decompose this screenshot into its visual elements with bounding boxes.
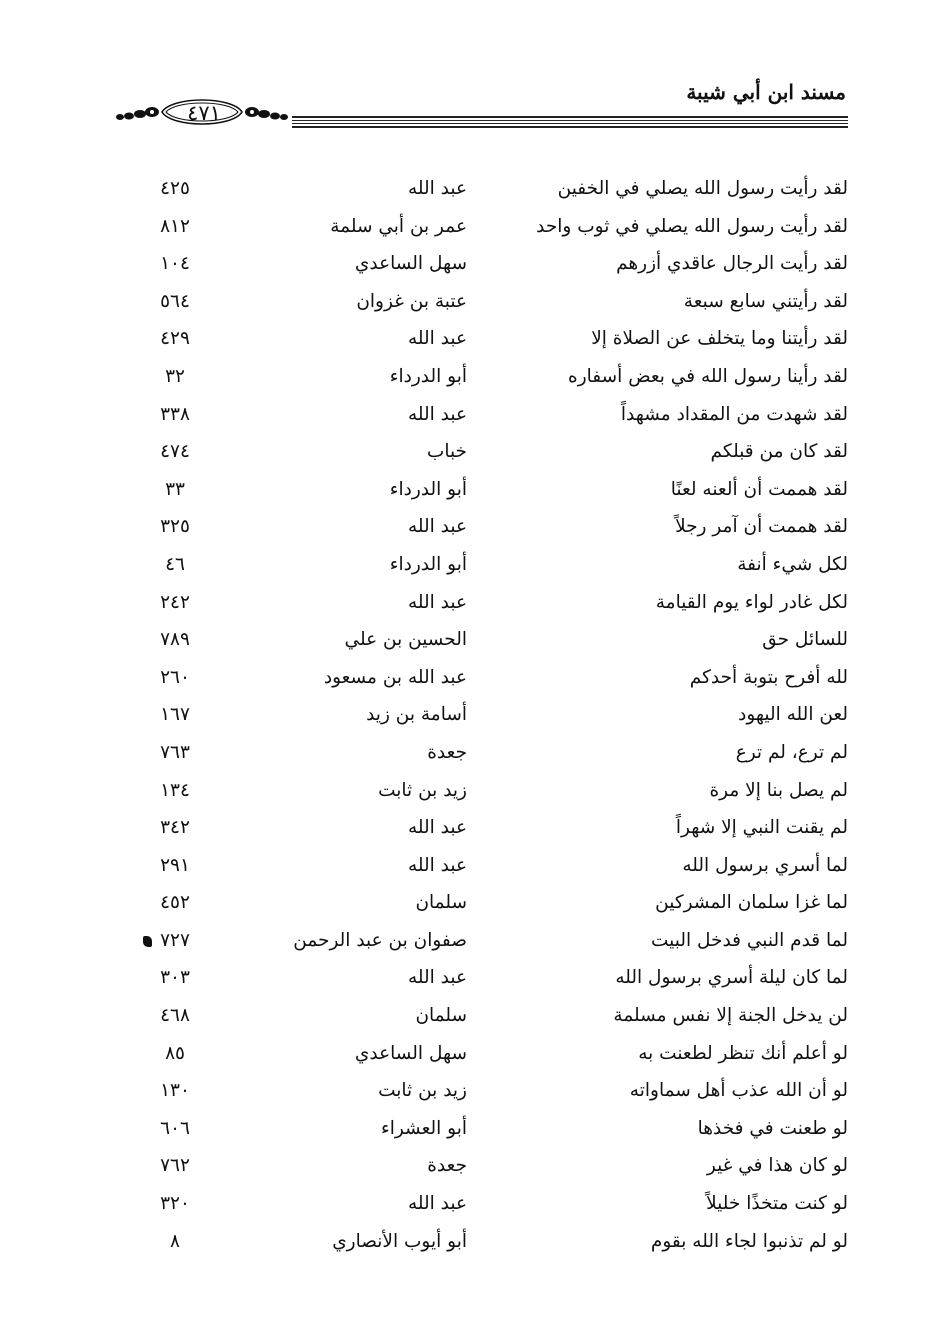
hadith-opening-text: لقد هممت أن ألعنه لعنًا [670, 478, 848, 500]
narrator-name: سهل الساعدي [354, 253, 467, 275]
hadith-number: ٣٢٥ [160, 516, 190, 538]
hadith-number: ٢٩١ [160, 854, 190, 876]
narrator-name: أبو الدرداء [389, 478, 467, 500]
hadith-number: ٣٤٢ [160, 817, 190, 839]
hadith-number: ١٠٤ [160, 253, 190, 275]
hadith-opening-text: لكل غادر لواء يوم القيامة [655, 591, 848, 613]
hadith-opening-text: لقد رأينا رسول الله في بعض أسفاره [568, 365, 848, 387]
narrator-name: عبد الله بن مسعود [323, 666, 467, 688]
hadith-number: ١٦٧ [160, 704, 190, 726]
hadith-number: ٤٥٢ [160, 892, 190, 914]
hadith-opening-text: لقد كان من قبلكم [710, 441, 848, 463]
hadith-opening-text: لقد هممت أن آمر رجلاً [675, 516, 848, 538]
index-row [100, 396, 850, 434]
narrator-name: عمر بن أبي سلمة [330, 215, 467, 237]
hadith-number: ٢٤٢ [160, 591, 190, 613]
hadith-opening-text: لما أسري برسول الله [682, 854, 848, 876]
hadith-opening-text: لقد رأيت رسول الله يصلي في الخفين [557, 178, 848, 199]
index-row [100, 1147, 850, 1185]
narrator-name: خباب [426, 441, 467, 463]
narrator-name: جعدة [427, 741, 467, 763]
hadith-opening-text: لما كان ليلة أسري برسول الله [615, 967, 848, 989]
hadith-number: ٣٠٣ [160, 967, 190, 989]
hadith-number: ٨ [170, 1230, 180, 1252]
index-row [100, 471, 850, 509]
index-row [100, 847, 850, 885]
hadith-opening-text: لقد شهدت من المقداد مشهداً [620, 403, 848, 425]
hadith-number: ٤٢٥ [160, 178, 190, 199]
index-row [100, 584, 850, 622]
narrator-name: عبد الله [407, 854, 467, 876]
narrator-name: عبد الله [407, 817, 467, 839]
narrator-name: أبو الدرداء [389, 553, 467, 575]
narrator-name: عبد الله [407, 328, 467, 350]
hadith-opening-text: لقد رأيتنا وما يتخلف عن الصلاة إلا [591, 328, 848, 350]
narrator-name: أسامة بن زيد [366, 704, 467, 726]
hadith-number: ٧٨٩ [160, 629, 190, 651]
hadith-number: ٤٦٨ [160, 1005, 190, 1027]
index-row [100, 320, 850, 358]
hadith-opening-text: لو لم تذنبوا لجاء الله بقوم [650, 1230, 848, 1252]
index-list [100, 170, 850, 1260]
index-row [100, 1185, 850, 1223]
hadith-number: ٣٢٠ [160, 1193, 190, 1215]
hadith-opening-text: لله أفرح بتوبة أحدكم [689, 666, 848, 688]
header-rule [292, 116, 848, 128]
index-row [100, 546, 850, 584]
hadith-number: ٥٦٤ [160, 290, 190, 312]
index-row [100, 922, 850, 960]
hadith-opening-text: لكل شيء أنفة [737, 553, 848, 575]
narrator-name: سلمان [415, 1005, 467, 1027]
hadith-number: ١٣٤ [160, 779, 190, 801]
hadith-number: ٣٣٨ [160, 403, 190, 425]
hadith-number: ٢٦٠ [160, 666, 190, 688]
narrator-name: أبو أيوب الأنصاري [332, 1230, 467, 1252]
page-number: ٤٧١ [187, 101, 221, 125]
hadith-opening-text: لو كان هذا في غير [706, 1155, 848, 1177]
index-row [100, 1223, 850, 1261]
narrator-name: عبد الله [407, 403, 467, 425]
hadith-opening-text: لو أعلم أنك تنظر لطعنت به [638, 1042, 848, 1064]
hadith-number: ٣٢ [165, 365, 185, 387]
hadith-opening-text: لو كنت متخذًا خليلاً [706, 1193, 848, 1215]
index-row [100, 959, 850, 997]
hadith-number: ٤٦ [165, 553, 185, 575]
hadith-number: ٦٠٦ [160, 1117, 190, 1139]
page-header [112, 70, 848, 134]
index-row [100, 809, 850, 847]
index-row [100, 659, 850, 697]
index-row [100, 997, 850, 1035]
hadith-number: ٧٦٢ [160, 1155, 190, 1177]
narrator-name: صفوان بن عبد الرحمن [293, 929, 467, 951]
index-row [100, 508, 850, 546]
hadith-opening-text: لم يقنت النبي إلا شهراً [675, 817, 848, 839]
index-row [100, 208, 850, 246]
hadith-opening-text: لو أن الله عذب أهل سماواته [629, 1080, 848, 1102]
index-row [100, 1110, 850, 1148]
hadith-number: ٨١٢ [160, 215, 190, 237]
hadith-opening-text: لو طعنت في فخذها [697, 1117, 848, 1139]
index-row [100, 734, 850, 772]
index-row [100, 245, 850, 283]
index-row [100, 621, 850, 659]
hadith-number: ٨٥ [165, 1042, 185, 1064]
index-row [100, 283, 850, 321]
narrator-name: عبد الله [407, 1193, 467, 1215]
narrator-name: جعدة [427, 1155, 467, 1177]
narrator-name: عبد الله [407, 591, 467, 613]
index-row [100, 884, 850, 922]
narrator-name: سلمان [415, 892, 467, 914]
hadith-opening-text: لقد رأيت الرجال عاقدي أزرهم [616, 253, 848, 275]
book-title: مسند ابن أبي شيبة [686, 80, 846, 104]
hadith-number: ٧٦٣ [160, 741, 190, 763]
hadith-opening-text: لقد رأيت رسول الله يصلي في ثوب واحد [536, 215, 848, 237]
hadith-opening-text: لما غزا سلمان المشركين [655, 892, 848, 914]
index-row [100, 696, 850, 734]
narrator-name: سهل الساعدي [354, 1042, 467, 1064]
hadith-number: ٣٣ [165, 478, 185, 500]
narrator-name: عبد الله [407, 178, 467, 199]
hadith-number: ٤٢٩ [160, 328, 190, 350]
narrator-name: أبو العشراء [381, 1117, 467, 1139]
hadith-opening-text: للسائل حق [762, 629, 848, 651]
hadith-number: ١٣٠ [160, 1080, 190, 1102]
hadith-number: ٧٢٧ [140, 922, 210, 960]
hadith-opening-text: لم ترع، لم ترع [735, 741, 848, 763]
index-row [100, 358, 850, 396]
narrator-name: أبو الدرداء [389, 365, 467, 387]
index-row [100, 772, 850, 810]
index-row [100, 433, 850, 471]
index-row [100, 170, 850, 208]
narrator-name: زيد بن ثابت [378, 779, 467, 801]
hadith-opening-text: لقد رأيتني سابع سبعة [683, 290, 848, 312]
narrator-name: عبد الله [407, 516, 467, 538]
hadith-opening-text: لن يدخل الجنة إلا نفس مسلمة [613, 1005, 848, 1027]
hadith-opening-text: لم يصل بنا إلا مرة [709, 779, 848, 801]
hadith-number: ٤٧٤ [160, 441, 190, 463]
narrator-name: عتبة بن غزوان [356, 290, 467, 312]
index-row [100, 1035, 850, 1073]
index-row [100, 1072, 850, 1110]
hadith-opening-text: لعن الله اليهود [738, 704, 848, 726]
narrator-name: زيد بن ثابت [378, 1080, 467, 1102]
narrator-name: الحسين بن علي [344, 629, 467, 651]
narrator-name: عبد الله [407, 967, 467, 989]
hadith-opening-text: لما قدم النبي فدخل البيت [651, 929, 848, 951]
